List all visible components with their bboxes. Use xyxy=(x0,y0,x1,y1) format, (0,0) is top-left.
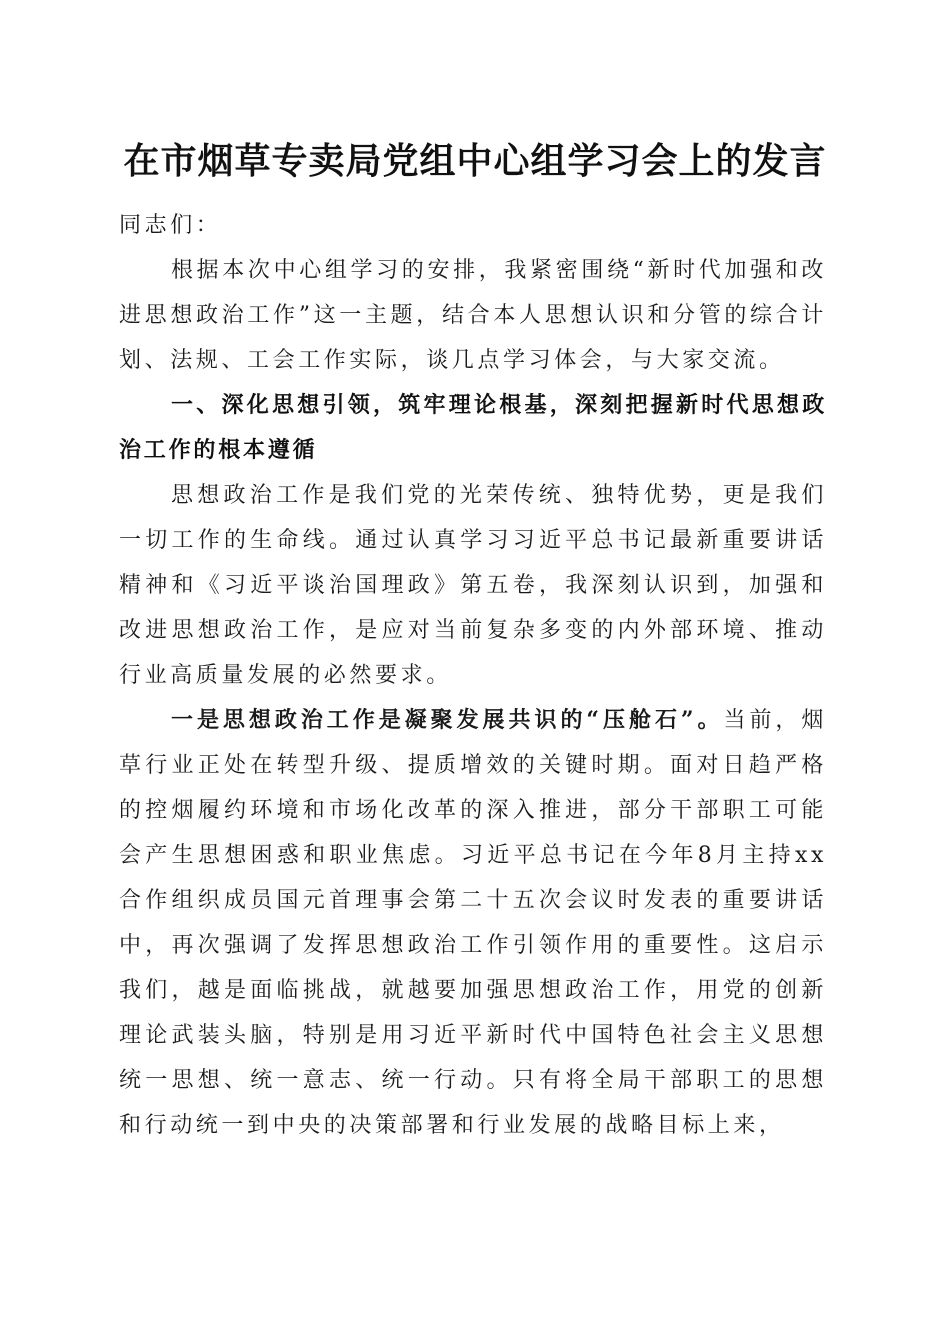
point-body: 当前，烟草行业正处在转型升级、提质增效的关键时期。面对日趋严格的控烟履约环境和市场化改革的深入推进，部分干部职工可能会产生思想困惑和职业焦虑。习近平总书记在今年8月主持xx合作组织成员国元首理事会第二十五次会议时发表的重要讲话中，再次强调了发挥思想政治工作引领作用的重要性。这启示我们，越是面临挑战，就越要加强思想政治工作，用党的创新理论武装头脑，特别是用习近平新时代中国特色社会主义思想统一思想、统一意志、统一行动。只有将全局干部职工的思想和行动统一到中央的决策部署和行业发展的战略目标上来， xyxy=(119,708,827,1138)
point-lead: 一是思想政治工作是凝聚发展共识的“压舱石”。 xyxy=(171,707,724,733)
point-paragraph xyxy=(119,698,827,1148)
section-paragraph: 思想政治工作是我们党的光荣传统、独特优势，更是我们一切工作的生命线。通过认真学习习近平总书记最新重要讲话精神和《习近平谈治国理政》第五卷，我深刻认识到，加强和改进思想政治工作，是应对当前复杂多变的内外部环境、推动行业高质量发展的必然要求。 xyxy=(119,483,827,688)
document-title: 在市烟草专卖局党组中心组学习会上的发言 xyxy=(123,140,827,182)
salutation: 同志们： xyxy=(119,213,222,238)
intro-paragraph: 根据本次中心组学习的安排，我紧密围绕“新时代加强和改进思想政治工作”这一主题，结合本人思想认识和分管的综合计划、法规、工会工作实际，谈几点学习体会，与大家交流。 xyxy=(119,258,827,373)
document-body xyxy=(119,203,827,1148)
section-heading: 一、深化思想引领，筑牢理论根基，深刻把握新时代思想政治工作的根本遵循 xyxy=(119,393,827,463)
